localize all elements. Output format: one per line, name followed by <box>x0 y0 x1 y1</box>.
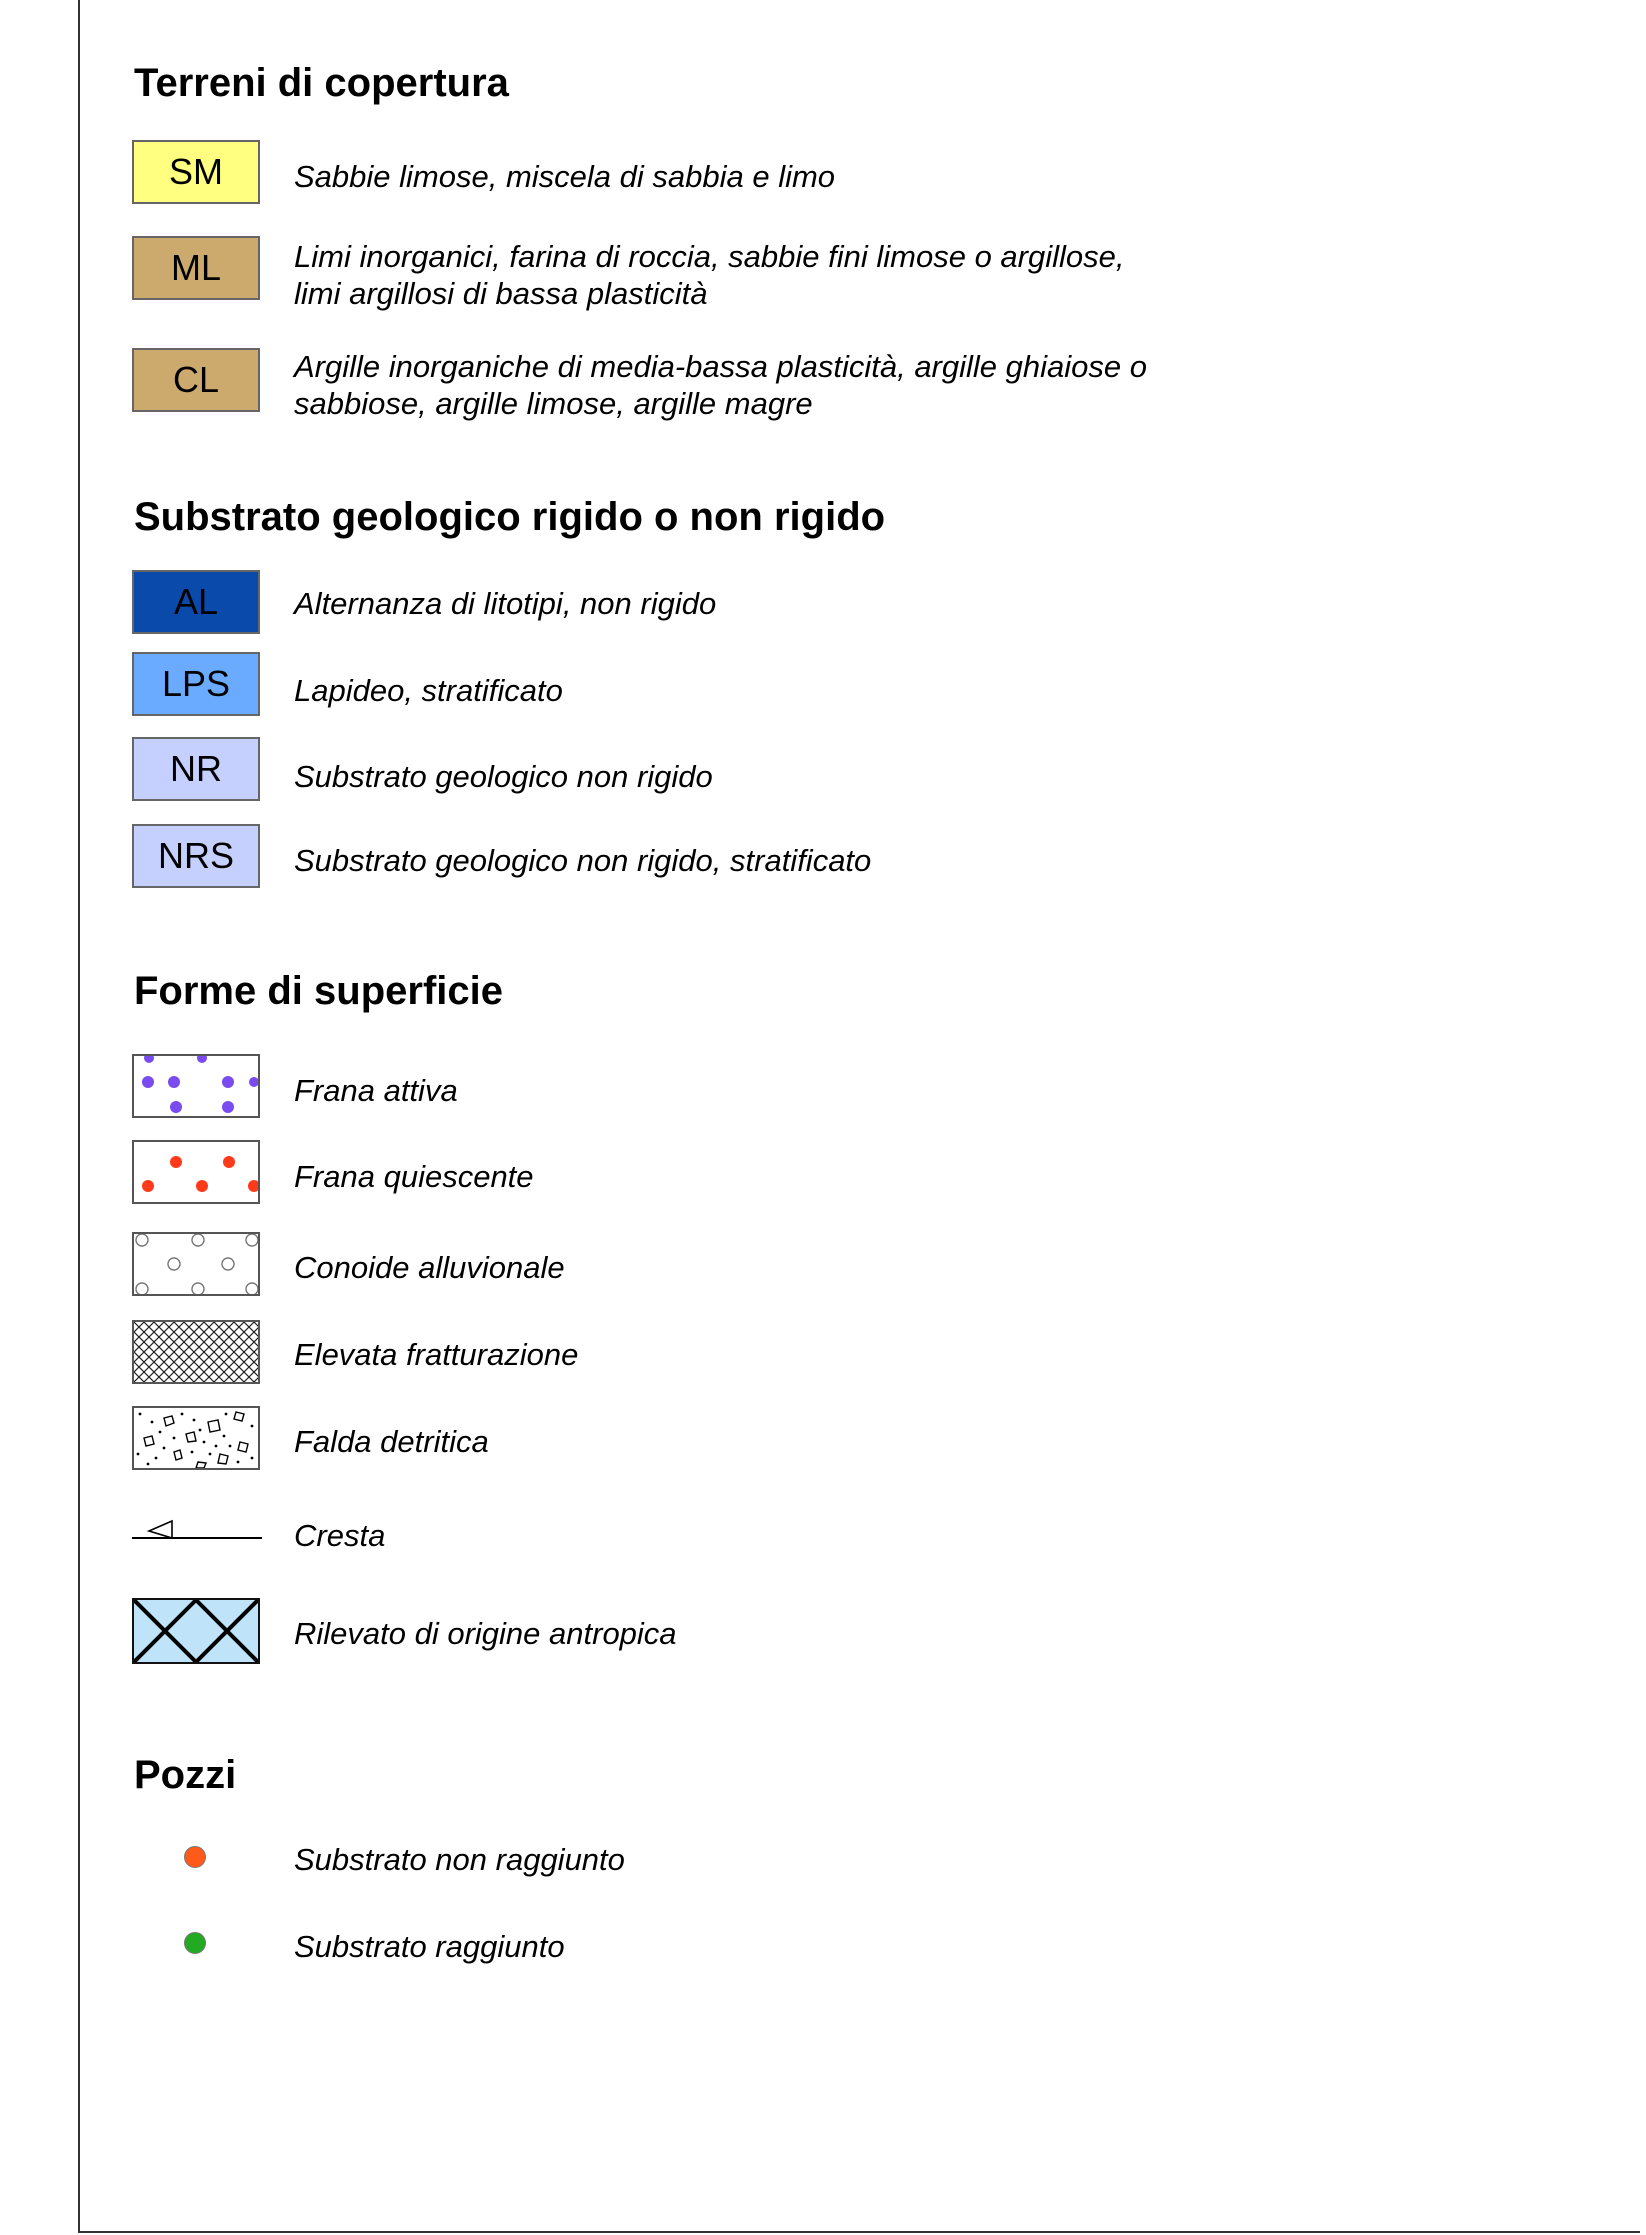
swatch-lps: LPS <box>132 652 260 716</box>
label-fratturazione: Elevata fratturazione <box>294 1337 579 1372</box>
swatch-cl: CL <box>132 348 260 412</box>
label-substrato-raggiunto: Substrato raggiunto <box>294 1929 565 1964</box>
conoide-pattern-icon <box>132 1232 260 1296</box>
label-conoide: Conoide alluvionale <box>294 1250 565 1285</box>
orange-dot-icon <box>184 1846 206 1868</box>
label-frana-quiescente: Frana quiescente <box>294 1159 534 1194</box>
swatch-al: AL <box>132 570 260 634</box>
heading-pozzi: Pozzi <box>134 1753 237 1797</box>
label-ml: Limi inorganici, farina di roccia, sabbie fini limose o argillose, limi argillosi di bassa plasticità <box>294 239 1125 311</box>
label-substrato-non-raggiunto: Substrato non raggiunto <box>294 1842 625 1877</box>
crest-line-icon <box>132 1516 262 1546</box>
debris-pattern-icon <box>132 1406 260 1470</box>
frana-attiva-pattern-icon <box>132 1054 260 1118</box>
crosshatch-pattern-icon <box>132 1320 260 1384</box>
heading-terreni-copertura: Terreni di copertura <box>134 61 509 105</box>
swatch-ml: ML <box>132 236 260 300</box>
swatch-nr: NR <box>132 737 260 801</box>
label-falda-detritica: Falda detritica <box>294 1424 489 1459</box>
frana-quiescente-pattern-icon <box>132 1140 260 1204</box>
label-nr: Substrato geologico non rigido <box>294 759 713 794</box>
label-nrs: Substrato geologico non rigido, stratificato <box>294 843 872 878</box>
swatch-nrs: NRS <box>132 824 260 888</box>
legend-frame <box>78 0 1640 2233</box>
label-frana-attiva: Frana attiva <box>294 1073 458 1108</box>
heading-substrato: Substrato geologico rigido o non rigido <box>134 495 886 539</box>
label-cl: Argille inorganiche di media-bassa plasticità, argille ghiaiose o sabbiose, argille limose, argille magre <box>294 349 1147 421</box>
label-lps: Lapideo, stratificato <box>294 673 563 708</box>
label-cresta: Cresta <box>294 1518 386 1553</box>
heading-forme-superficie: Forme di superficie <box>134 969 503 1013</box>
swatch-sm: SM <box>132 140 260 204</box>
label-al: Alternanza di litotipi, non rigido <box>294 586 717 621</box>
label-sm: Sabbie limose, miscela di sabbia e limo <box>294 159 836 194</box>
green-dot-icon <box>184 1932 206 1954</box>
anthropic-fill-pattern-icon <box>132 1598 260 1664</box>
label-rilevato-antropico: Rilevato di origine antropica <box>294 1616 677 1651</box>
